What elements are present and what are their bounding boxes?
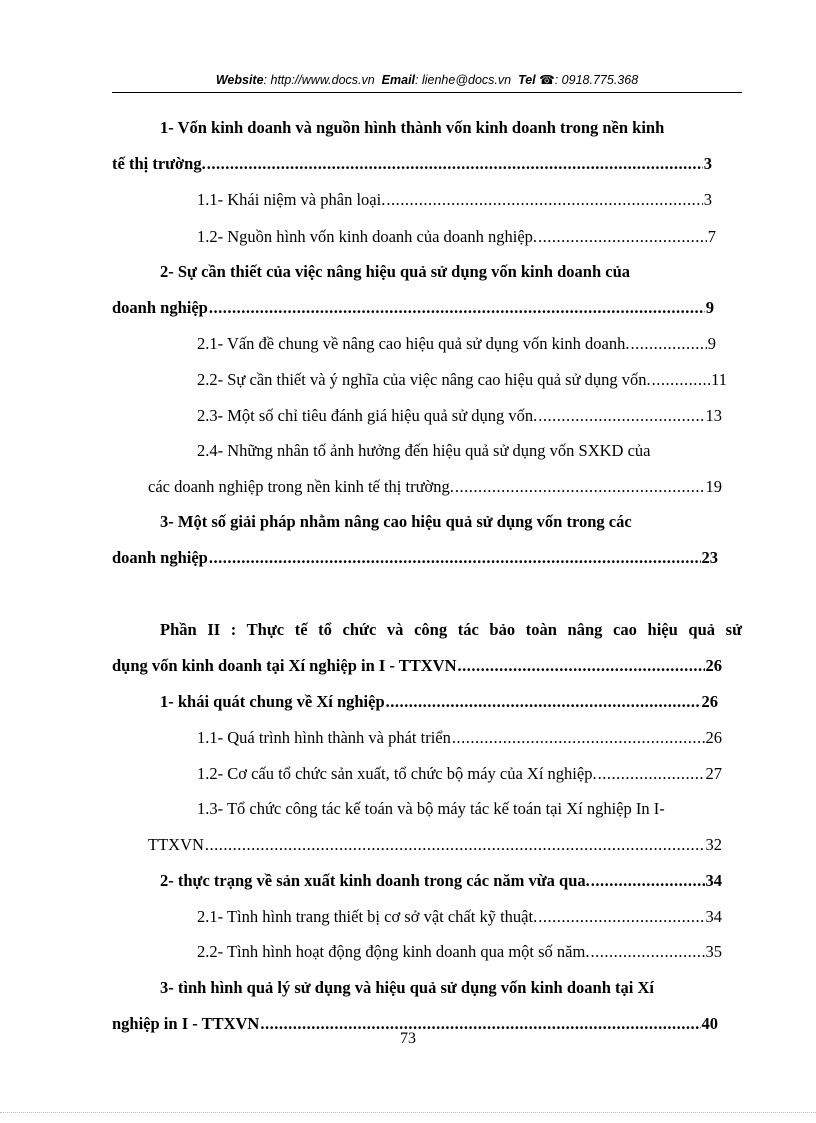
toc-s1-page: 3 (703, 154, 712, 173)
toc-p2-s1-3-line1: 1.3- Tổ chức công tác kế toán và bộ máy tác kế toán tại Xí nghiệp In I- (197, 799, 665, 818)
toc-leader (652, 368, 710, 392)
toc-leader (538, 225, 707, 249)
toc-leader (590, 940, 704, 964)
toc-leader (591, 869, 705, 893)
toc-s2-1 (197, 332, 716, 356)
toc-leader (538, 905, 704, 929)
toc-part2-line2: dụng vốn kinh doanh tại Xí nghiệp in I - TTXVN (112, 656, 457, 675)
toc-leader (458, 654, 705, 678)
toc-p2-s3-line2: nghiệp in I - TTXVN (112, 1014, 260, 1033)
toc-s1-2-title: 1.2- Nguồn hình vốn kinh doanh của doanh nghiệp. (197, 227, 538, 246)
toc-leader (207, 152, 703, 176)
website-value: : http://www.docs.vn (263, 73, 375, 87)
toc-leader (209, 296, 705, 320)
toc-s3-line2: doanh nghiệp (112, 548, 208, 567)
toc-leader (538, 404, 704, 428)
tel-label: Tel (518, 73, 536, 87)
toc-leader (598, 762, 705, 786)
toc-s2-4-page: 19 (705, 477, 722, 496)
toc-leader (631, 332, 707, 356)
toc-part2-page: 26 (705, 656, 722, 675)
toc-p2-s2-1-title: 2.1- Tình hình trang thiết bị cơ sở vật chất kỹ thuật. (197, 907, 538, 926)
toc-p2-s1-1-title: 1.1- Quá trình hình thành và phát triển (197, 728, 451, 747)
toc-s1-line1: 1- Vốn kinh doanh và nguồn hình thành vốn kinh doanh trong nền kinh (160, 118, 665, 137)
toc-s3-page: 23 (701, 548, 718, 567)
website-label: Website (215, 73, 264, 87)
toc-p2-s1-1-page: 26 (705, 728, 722, 747)
toc-p2-s2-2-page: 35 (705, 942, 722, 961)
page-number: 73 (400, 1030, 416, 1047)
toc-s2-4-line1: 2.4- Những nhân tố ảnh hưởng đến hiệu quả sử dụng vốn SXKD của (197, 441, 651, 460)
toc-s1-2-page: 7 (707, 227, 716, 246)
toc-s2-3-title: 2.3- Một số chỉ tiêu đánh giá hiệu quả sử dụng vốn. (197, 406, 538, 425)
toc-s2-1-page: 9 (707, 334, 716, 353)
toc-leader (386, 188, 702, 212)
tel-value: : 0918.775.368 (554, 73, 639, 87)
toc-s1-1-page: 3 (703, 190, 712, 209)
toc-s2-line1: 2- Sự cần thiết của việc nâng hiệu quả sử dụng vốn kinh doanh của (160, 262, 631, 281)
toc-leader (386, 690, 701, 714)
toc-p2-s1-3 (148, 833, 722, 857)
toc-p2-s2-2-title: 2.2- Tình hình hoạt động động kinh doanh qua một số năm. (197, 942, 590, 961)
toc-s2-line2: doanh nghiệp (112, 298, 208, 317)
toc-p2-s1-2 (197, 762, 722, 786)
toc-leader (205, 833, 705, 857)
toc-s1 (112, 152, 712, 176)
toc-p2-s1-1 (197, 726, 722, 750)
footer-divider (0, 1112, 816, 1113)
toc-s2-3-page: 13 (705, 406, 722, 425)
email-value: : lienhe@docs.vn (415, 73, 512, 87)
toc-s2-2-title: 2.2- Sự cần thiết và ý nghĩa của việc nâng cao hiệu quả sử dụng vốn. (197, 370, 651, 389)
email-label: Email (381, 73, 416, 87)
toc-p2-s1-2-page: 27 (705, 764, 722, 783)
toc-s1-1 (197, 188, 712, 212)
toc-leader (455, 475, 705, 499)
toc-s3 (112, 546, 718, 570)
toc-leader (452, 726, 705, 750)
toc-leader (209, 546, 701, 570)
toc-s1-line2: tế thị trường. (112, 154, 206, 173)
toc-s2-2-page: 11 (711, 370, 727, 389)
toc-p2-s2 (160, 869, 722, 893)
toc-part2 (112, 654, 722, 678)
toc-s2-4-line2: các doanh nghiệp trong nền kinh tế thị trường. (148, 477, 454, 496)
toc-p2-s1-3-page: 32 (705, 835, 722, 854)
toc-s1-1-title: 1.1- Khái niệm và phân loại. (197, 190, 386, 209)
toc-p2-s1-2-title: 1.2- Cơ cấu tổ chức sản xuất, tổ chức bộ máy của Xí nghiệp. (197, 764, 597, 783)
toc-part2-line1: Phần II : Thực tế tổ chức và công tác bảo toàn nâng cao hiệu quả sử (160, 620, 742, 639)
toc-p2-s2-1 (197, 905, 722, 929)
toc-s2 (112, 296, 714, 320)
toc-p2-s1-3-line2: TTXVN (148, 835, 204, 854)
toc-p2-s2-1-page: 34 (705, 907, 722, 926)
toc-s3-line1: 3- Một số giải pháp nhằm nâng cao hiệu quả sử dụng vốn trong các (160, 512, 632, 531)
toc-s1-2 (197, 225, 716, 249)
toc-p2-s2-2 (197, 940, 722, 964)
toc-s2-2 (197, 368, 727, 392)
toc-s2-1-title: 2.1- Vấn đề chung về nâng cao hiệu quả sử dụng vốn kinh doanh. (197, 334, 630, 353)
toc-p2-s1-page: 26 (701, 692, 718, 711)
toc-p2-s2-page: 34 (705, 871, 722, 890)
phone-icon: ☎ (539, 73, 555, 87)
toc-p2-s3-page: 40 (701, 1014, 718, 1033)
toc-p2-s2-title: 2- thực trạng về sản xuất kinh doanh trong các năm vừa qua. (160, 871, 590, 890)
toc-s2-3 (197, 404, 722, 428)
toc-p2-s3-line1: 3- tình hình quả lý sử dụng và hiệu quả sử dụng vốn kinh doanh tại Xí (160, 978, 654, 997)
page-header (112, 70, 742, 93)
toc-p2-s1-title: 1- khái quát chung về Xí nghiệp (160, 692, 385, 711)
toc-p2-s1 (160, 690, 718, 714)
toc-s2-4 (148, 475, 722, 499)
toc-s2-page: 9 (705, 298, 714, 317)
